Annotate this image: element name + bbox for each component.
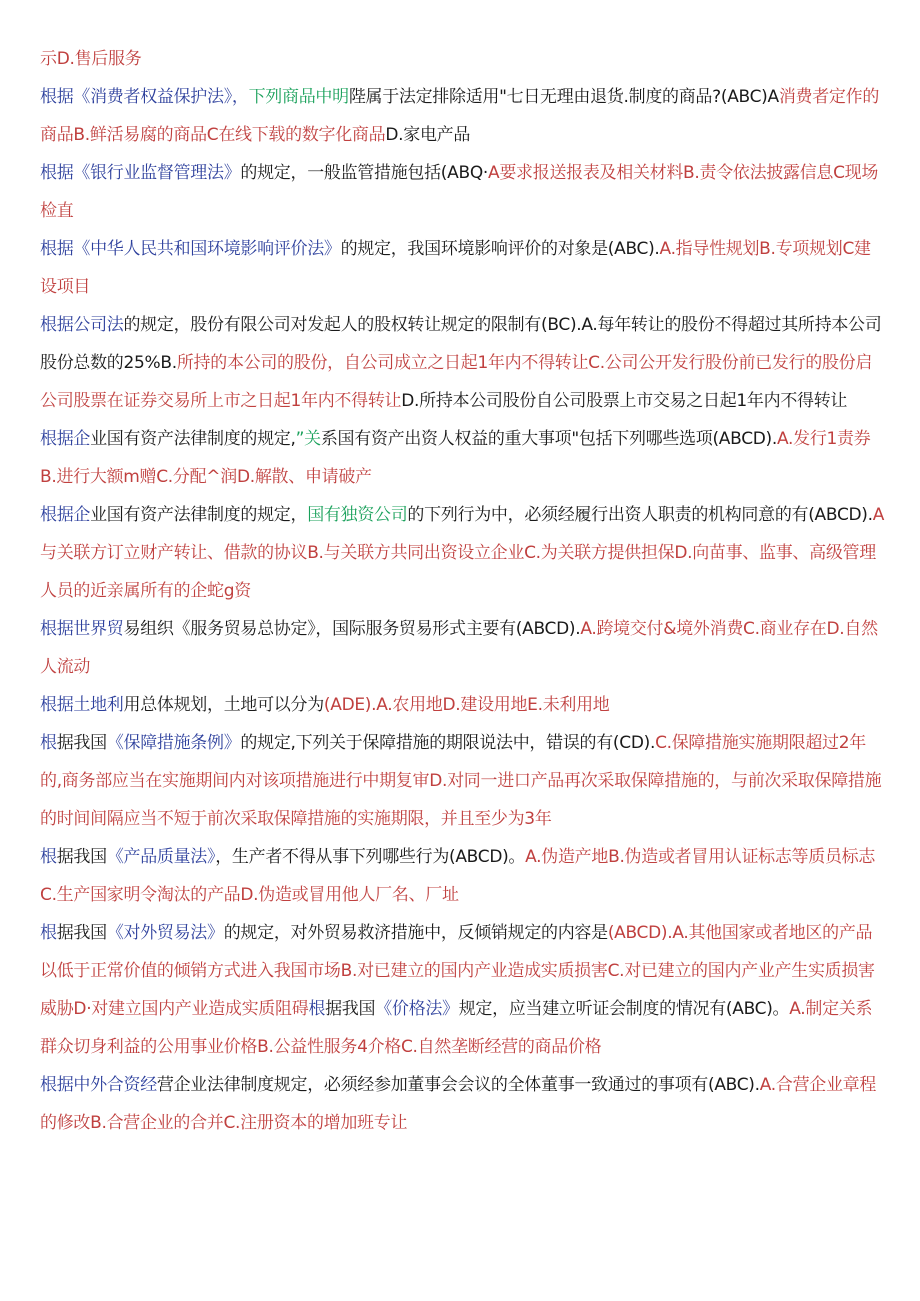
text-segment: (ABCD).A.其他国家或者地区的产品以低于正常价值的倾销方式进入我国市场B.对已建立的国内产业造成实质损害C.对已建立的国内产业产生实质损害威胁D·对建立国内产业造成实质阻碍 (40, 923, 875, 1019)
text-segment: 营企业法律制度规定，必须经参加董事会会议的全体董事一致通过的事项有(ABC). (156, 1075, 760, 1095)
question-paragraph (40, 496, 885, 610)
text-segment: A与关联方订立财产转让、借款的协议B.与关联方共同出资设立企业C.为关联方提供担保D.向苗事、监事、高级管理人员的近亲属所有的企蛇g资 (40, 505, 885, 601)
text-segment: 的规定，股份有限公司对发起人的股权转让规定的限制有(BC).A.每年转让的股份不得超过其所持本公司股份总数的25%B. (40, 315, 882, 373)
text-segment: 根据《银行业监督管理法》 (40, 163, 241, 183)
question-paragraph (40, 306, 885, 420)
question-paragraph (40, 1066, 885, 1142)
question-paragraph (40, 686, 885, 724)
text-segment: 根据《消费者权益保护法》， (40, 87, 249, 107)
text-segment: 根据世界贸 (40, 619, 124, 639)
text-segment: 《对外贸易法》 (106, 923, 224, 943)
question-paragraph (40, 610, 885, 686)
question-paragraph (40, 914, 885, 1066)
text-segment: A.伪造产地B.伪造或者冒用认证标志等质员标志C.生产国家明令淘汰的产品D.伪造或冒用他人厂名、厂址 (40, 847, 876, 905)
question-paragraph (40, 78, 885, 154)
text-segment: A.合营企业章程的修改B.合营企业的合并C.注册资本的增加班专让 (40, 1075, 877, 1133)
text-segment: A.跨境交付&境外消费C.商业存在D.自然人流动 (40, 619, 878, 677)
text-segment: ”关 (295, 429, 321, 449)
document-body (40, 40, 885, 1142)
text-segment: 根 (40, 923, 57, 943)
text-segment: 据我国 (325, 999, 376, 1019)
text-segment: 消费者定作的商品B.鲜活易腐的商品C在线下载的数字化商品 (40, 87, 880, 145)
text-segment: 的规定，我国环境影响评价的对象是(ABC). (340, 239, 660, 259)
text-segment: 易组织《服务贸易总协定》，国际服务贸易形式主要有(ABCD). (123, 619, 581, 639)
question-paragraph (40, 230, 885, 306)
text-segment: 的规定,下列关于保障措施的期限说法中，错误的有(CD). (240, 733, 656, 753)
text-segment: 《产品质量法》 (106, 847, 216, 867)
text-segment: 规定，应当建立听证会制度的情况有(ABC)。 (458, 999, 790, 1019)
text-segment: 根据企 (40, 505, 91, 525)
text-segment: C.保障措施实施期限超过2年的,商务部应当在实施期间内对该项措施进行中期复审D.对同一进口产品再次采取保障措施的，与前次采取保障措施的时间间隔应当不短于前次采取保障措施的实施期限，并且至少为3年 (40, 733, 882, 829)
text-segment: A.发行1责券B.进行大额m赠C.分配^润D.解散、申请破产 (40, 429, 871, 487)
text-segment: D.家电产品 (385, 125, 471, 145)
text-segment: 的规定，对外贸易救济措施中，反倾销规定的内容是 (223, 923, 608, 943)
text-segment: 下列商品中明 (248, 87, 349, 107)
text-segment: 业国有资产法律制度的规定， (90, 505, 308, 525)
text-segment: 根据土地利 (40, 695, 124, 715)
text-segment: D.所持本公司股份自公司股票上市交易之日起1年内不得转让 (401, 391, 848, 411)
text-segment: 业国有资产法律制度的规定, (90, 429, 296, 449)
text-segment: 陛属于法定排除适用"七日无理由退货.制度的商品?(ABC)A (348, 87, 779, 107)
text-segment: A要求报送报表及相关材料B.责令依法披露信息C现场检直 (40, 163, 879, 221)
text-segment: 用总体规划，土地可以分为 (123, 695, 324, 715)
text-segment: ，生产者不得从事下列哪些行为(ABCD)。 (215, 847, 526, 867)
text-segment: 根 (40, 733, 57, 753)
question-paragraph (40, 420, 885, 496)
text-segment: 《价格法》 (375, 999, 459, 1019)
text-segment: 所持的本公司的股份，自公司成立之日起1年内不得转让C.公司公开发行股份前已发行的股份启公司股票在证券交易所上市之日起1年内不得转让 (40, 353, 873, 411)
text-segment: 示D.售后服务 (40, 49, 142, 69)
text-segment: 根据中外合资经 (40, 1075, 157, 1095)
paragraph-list (40, 40, 885, 1142)
question-paragraph (40, 154, 885, 230)
text-segment: A.制定关系群众切身利益的公用事业价格B.公益性服务4介格C.自然垄断经营的商品价格 (40, 999, 873, 1057)
text-segment: 据我国 (56, 733, 107, 753)
text-segment: A.指导性规划B.专项规划C建设项目 (40, 239, 871, 297)
text-segment: (ADE).A.农用地D.建设用地E.未利用地 (323, 695, 610, 715)
text-segment: 据我国 (56, 923, 107, 943)
text-segment: 系国有资产出资人权益的重大事项"包括下列哪些选项(ABCD). (320, 429, 777, 449)
text-segment: 国有独资公司 (307, 505, 408, 525)
text-segment: 的下列行为中，必须经履行出资人职责的机构同意的有(ABCD). (407, 505, 873, 525)
text-segment: 根 (40, 847, 57, 867)
text-segment: 根 (308, 999, 326, 1019)
question-paragraph (40, 838, 885, 914)
text-segment: 根据《中华人民共和国环境影响评价法》 (40, 239, 341, 259)
text-segment: 根据公司法 (40, 315, 124, 335)
question-paragraph (40, 724, 885, 838)
text-segment: 据我国 (56, 847, 107, 867)
text-segment: 《保障措施条例》 (106, 733, 241, 753)
question-paragraph (40, 40, 885, 78)
text-segment: 根据企 (40, 429, 91, 449)
text-segment: 的规定，一般监管措施包括(ABQ· (240, 163, 489, 183)
